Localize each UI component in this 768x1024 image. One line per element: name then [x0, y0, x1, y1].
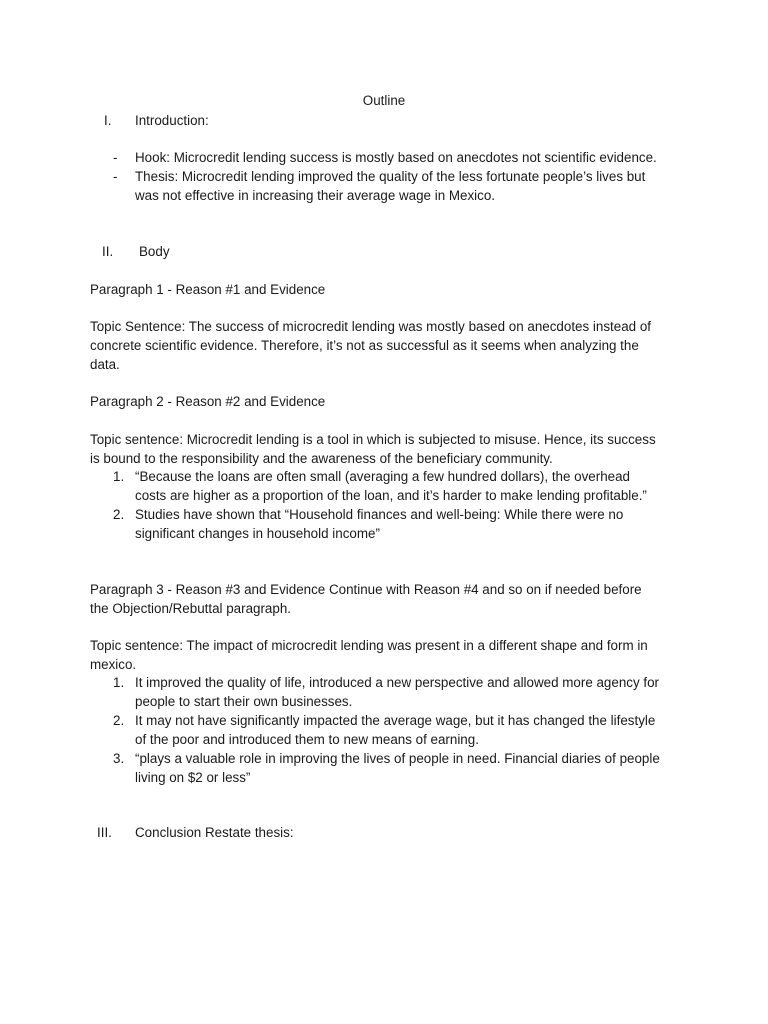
- paragraph-2-item-1-line-1: “Because the loans are often small (averaging a few hundred dollars), the overhead: [135, 469, 631, 484]
- paragraph-2-item-2-line-2: significant changes in household income”: [135, 526, 380, 541]
- paragraph-1-topic-line-1: Topic Sentence: The success of microcredit lending was mostly based on anecdotes instead of: [90, 319, 651, 334]
- paragraph-1-topic-line-2: concrete scientific evidence. Therefore, it’s not as successful as it seems when analyzing the: [90, 338, 639, 353]
- paragraph-3-item-1-marker: 1.: [113, 675, 125, 690]
- paragraph-2-topic-line-2: is bound to the responsibility and the awareness of the beneficiary community.: [90, 451, 553, 466]
- section-1-numeral: I.: [104, 113, 112, 128]
- section-1-heading: Introduction:: [135, 113, 209, 128]
- paragraph-3-heading-line-2: the Objection/Rebuttal paragraph.: [90, 601, 291, 616]
- paragraph-3-item-3-marker: 3.: [113, 751, 125, 766]
- paragraph-3-item-1-line-1: It improved the quality of life, introduced a new perspective and allowed more agency for: [135, 675, 660, 690]
- paragraph-3-item-3-line-1: “plays a valuable role in improving the lives of people in need. Financial diaries of people: [135, 751, 660, 766]
- paragraph-3-topic-line-1: Topic sentence: The impact of microcredit lending was present in a different shape and form in: [90, 638, 648, 653]
- paragraph-3-item-2-marker: 2.: [113, 713, 125, 728]
- paragraph-2-item-1-marker: 1.: [113, 469, 125, 484]
- paragraph-3-item-2-line-2: of the poor and introduced them to new means of earning.: [135, 732, 479, 747]
- paragraph-2-topic-line-1: Topic sentence: Microcredit lending is a tool in which is subjected to misuse. Hence, its success: [90, 432, 656, 447]
- hook-text: Hook: Microcredit lending success is mostly based on anecdotes not scientific evidence.: [135, 150, 657, 165]
- thesis-bullet-marker: -: [113, 169, 118, 184]
- paragraph-3-item-2-line-1: It may not have significantly impacted the average wage, but it has changed the lifestyle: [135, 713, 656, 728]
- paragraph-2-item-2-marker: 2.: [113, 507, 125, 522]
- hook-bullet-marker: -: [113, 150, 118, 165]
- paragraph-3-item-3-line-2: living on $2 or less”: [135, 770, 251, 785]
- section-2-heading: Body: [139, 244, 170, 259]
- paragraph-2-item-2-line-1: Studies have shown that “Household finances and well-being: While there were no: [135, 507, 624, 522]
- paragraph-2-heading: Paragraph 2 - Reason #2 and Evidence: [90, 394, 326, 409]
- paragraph-1-topic-line-3: data.: [90, 357, 120, 372]
- paragraph-3-heading-line-1: Paragraph 3 - Reason #3 and Evidence Continue with Reason #4 and so on if needed before: [90, 582, 642, 597]
- paragraph-2-item-1-line-2: costs are higher as a proportion of the loan, and it’s harder to make lending profitable.”: [135, 488, 647, 503]
- paragraph-1-heading: Paragraph 1 - Reason #1 and Evidence: [90, 282, 326, 297]
- thesis-text-line-1: Thesis: Microcredit lending improved the quality of the less fortunate people’s lives but: [135, 169, 646, 184]
- thesis-text-line-2: was not effective in increasing their average wage in Mexico.: [135, 188, 496, 203]
- paragraph-3-topic-line-2: mexico.: [90, 657, 137, 672]
- section-2-numeral: II.: [102, 244, 114, 259]
- paragraph-3-item-1-line-2: people to start their own businesses.: [135, 694, 353, 709]
- section-3-heading: Conclusion Restate thesis:: [135, 825, 294, 840]
- page-title: Outline: [362, 93, 406, 108]
- section-3-numeral: III.: [97, 825, 112, 840]
